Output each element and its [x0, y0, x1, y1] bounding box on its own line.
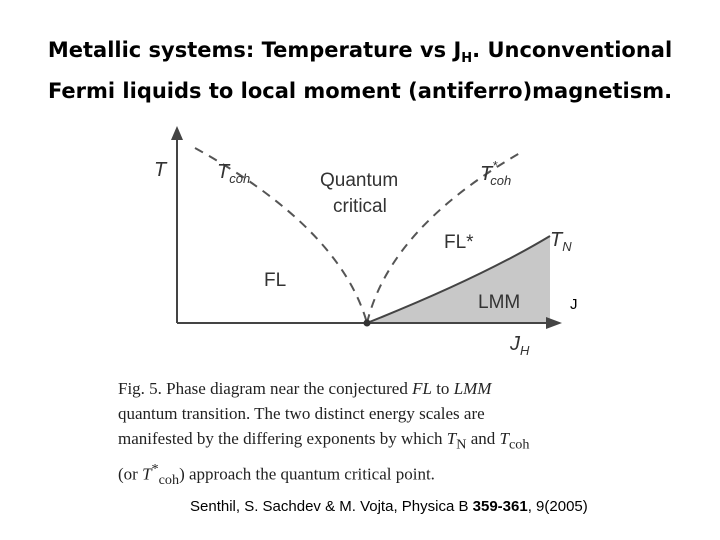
slide-title — [0, 34, 720, 108]
title-text: Metallic systems: Temperature vs J — [47, 38, 462, 62]
fl-star-label: FL* — [444, 232, 474, 253]
lmm-label: LMM — [478, 292, 521, 313]
x-axis-arrow — [546, 317, 562, 329]
t-coh-star-label: T* coh — [480, 158, 512, 188]
axis-x-label: $J_H$ — [510, 333, 530, 358]
tn-label: $T_N$ — [550, 229, 572, 254]
quantum-critical-label-1: Quantum — [320, 170, 399, 191]
quantum-critical-point — [364, 320, 371, 327]
figure-caption — [118, 376, 618, 493]
title-line-1 — [0, 34, 720, 75]
title-line-2: Fermi liquids to local moment (antiferro)magnetism. — [47, 79, 673, 104]
phase-diagram-figure — [100, 118, 630, 488]
caption-line-3: manifested by the differing exponents by which $T_N$ and $T_{coh}$ — [118, 429, 530, 453]
citation: Senthil, S. Sachdev & M. Vojta, Physica B 359-361, 9(2005) — [190, 498, 588, 515]
title-subscript: H — [461, 51, 473, 67]
t-coh-left-label: $T_{coh}$ — [217, 161, 251, 186]
axis-y-label: T — [154, 159, 167, 181]
caption-line-1: Fig. 5. Phase diagram near the conjectured FL to LMM — [118, 379, 492, 398]
y-axis-arrow — [171, 126, 183, 140]
caption-line-4: (or $T^*_{coh}$) approach the quantum critical point. — [118, 461, 435, 489]
title-text-suffix: . Unconventional — [472, 38, 673, 62]
phase-diagram — [100, 118, 630, 368]
caption-line-2: quantum transition. The two distinct energy scales are — [118, 404, 485, 423]
fl-label: FL — [264, 270, 287, 291]
quantum-critical-label-2: critical — [333, 196, 387, 217]
side-j-label: J — [570, 296, 578, 313]
